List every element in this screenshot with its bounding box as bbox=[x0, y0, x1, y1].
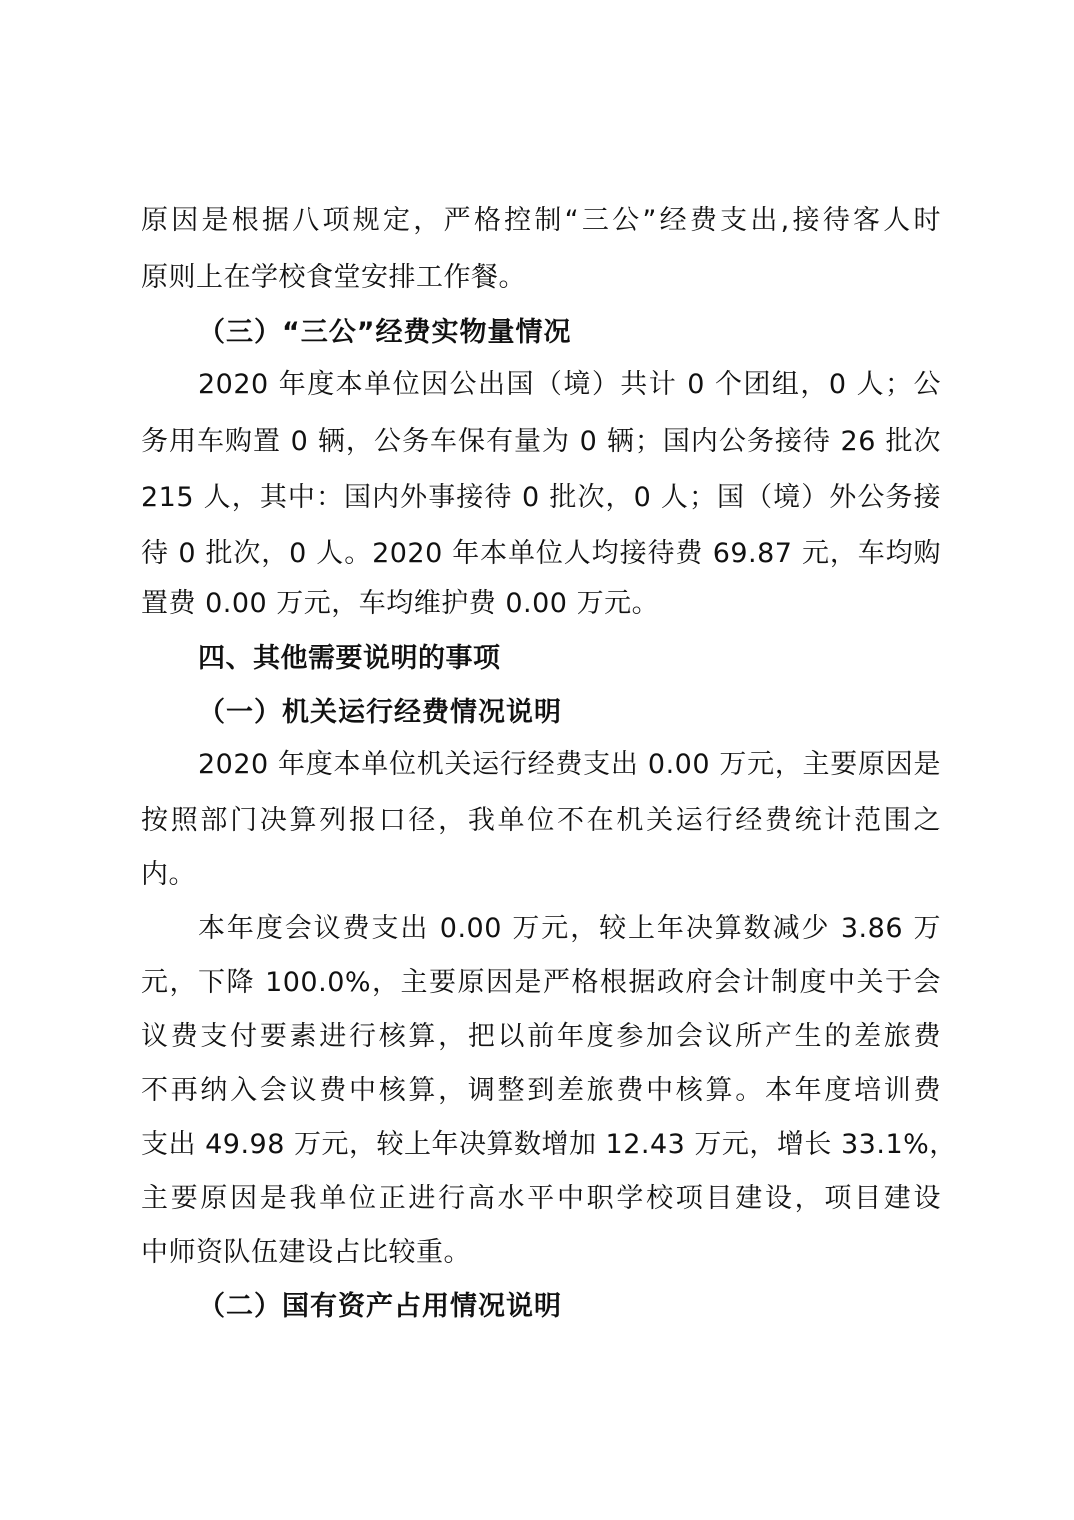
paragraph-line: 不再纳入会议费中核算，调整到差旅费中核算。本年度培训费 bbox=[141, 1075, 941, 1106]
paragraph-line: 支出 49.98 万元，较上年决算数增加 12.43 万元，增长 33.1%， bbox=[141, 1129, 957, 1160]
paragraph-line: 主要原因是我单位正进行高水平中职学校项目建设，项目建设 bbox=[141, 1183, 941, 1214]
paragraph-line: 本年度会议费支出 0.00 万元，较上年决算数减少 3.86 万 bbox=[198, 913, 941, 944]
paragraph-line: 待 0 批次，0 人。2020 年本单位人均接待费 69.87 元，车均购 bbox=[141, 538, 941, 569]
paragraph-line: 内。 bbox=[141, 859, 196, 890]
section-heading: 四、其他需要说明的事项 bbox=[198, 643, 501, 674]
paragraph-line: 按照部门决算列报口径，我单位不在机关运行经费统计范围之 bbox=[141, 805, 941, 836]
paragraph-line: 原则上在学校食堂安排工作餐。 bbox=[141, 262, 526, 293]
section-subheading: （一）机关运行经费情况说明 bbox=[198, 697, 562, 728]
paragraph-line: 元，下降 100.0%，主要原因是严格根据政府会计制度中关于会 bbox=[141, 967, 941, 998]
paragraph-line: 2020 年度本单位因公出国（境）共计 0 个团组，0 人；公 bbox=[198, 369, 941, 400]
paragraph-line: 务用车购置 0 辆，公务车保有量为 0 辆；国内公务接待 26 批次 bbox=[141, 426, 941, 457]
paragraph-line: 原因是根据八项规定，严格控制“三公”经费支出,接待客人时 bbox=[141, 205, 941, 236]
paragraph-line: 215 人，其中：国内外事接待 0 批次，0 人；国（境）外公务接 bbox=[141, 482, 941, 513]
paragraph-line: 议费支付要素进行核算，把以前年度参加会议所产生的差旅费 bbox=[141, 1021, 941, 1052]
paragraph-line: 2020 年度本单位机关运行经费支出 0.00 万元，主要原因是 bbox=[198, 749, 941, 780]
section-subheading: （二）国有资产占用情况说明 bbox=[198, 1291, 562, 1322]
paragraph-line: 置费 0.00 万元，车均维护费 0.00 万元。 bbox=[141, 588, 660, 619]
section-subheading: （三）“三公”经费实物量情况 bbox=[198, 317, 572, 348]
paragraph-line: 中师资队伍建设占比较重。 bbox=[141, 1237, 471, 1268]
